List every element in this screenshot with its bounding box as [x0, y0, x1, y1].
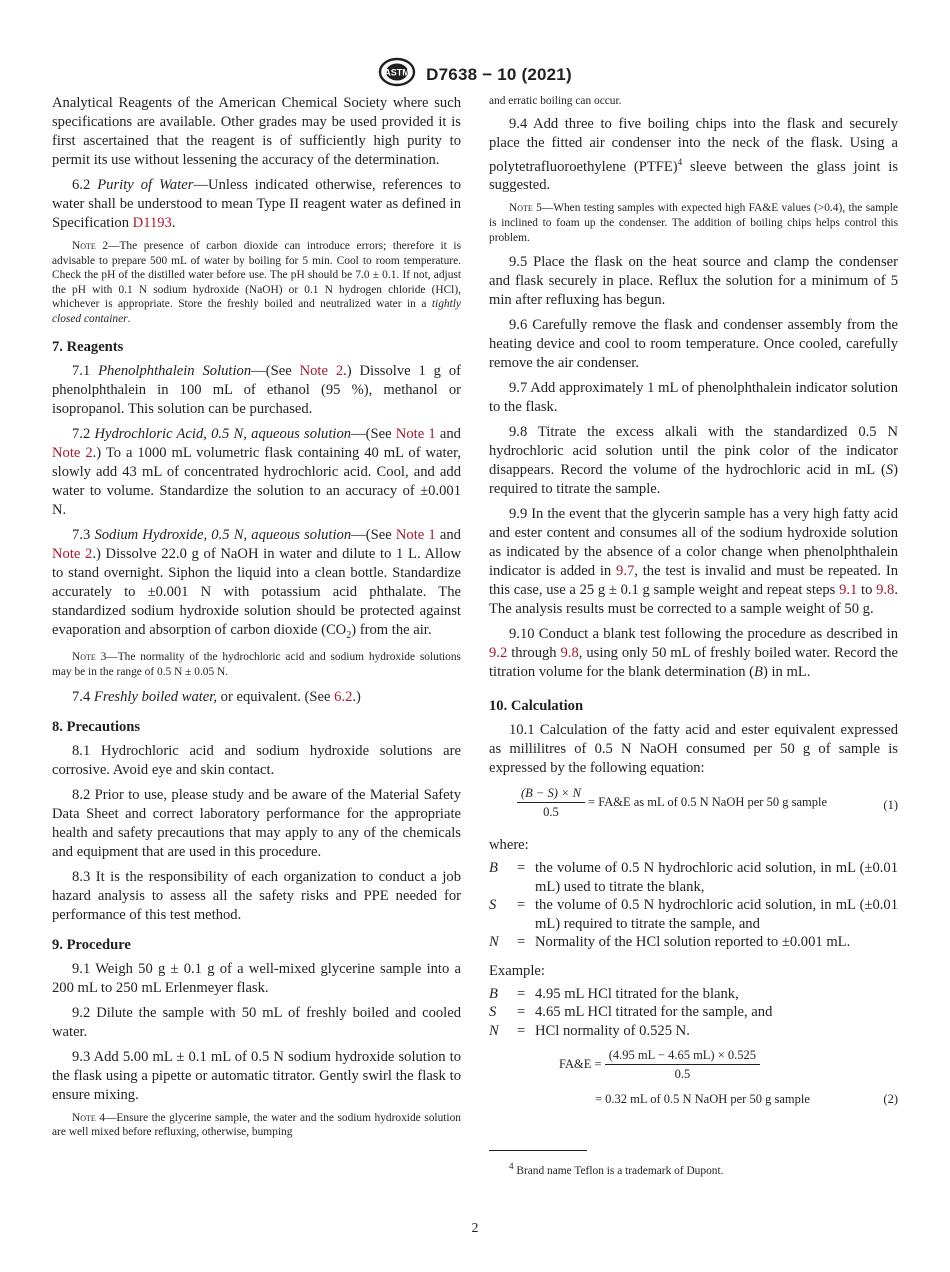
svg-text:ASTM: ASTM — [384, 67, 410, 78]
definition-symbol: S — [489, 1004, 497, 1021]
definition-symbol: B — [489, 985, 498, 1002]
equation-1: $\frac{(B - S) \times N}{0.5}$ = FA&E as mL of 0.5 N NaOH per 50 g sample (1) — [489, 784, 898, 828]
section-7-1: 7.1 Phenolphthalein Solution—(See Note 2.) Dissolve 1 g of phenolphthalein in 100 mL of ethanol (95 %), methanol or isopropanol. This solution can be purchased. — [52, 362, 461, 417]
section-9-6: 9.6 Carefully remove the flask and condenser assembly from the heating device and cool to room temperature. Once cooled, carefully remove the air condenser. — [489, 317, 898, 372]
definition-equals: = — [517, 985, 526, 1002]
link-9-2[interactable]: 9.2 — [489, 645, 508, 662]
section-9-3: 9.3 Add 5.00 mL ± 0.1 mL of 0.5 N sodium hydroxide solution to the flask using a pipette or automatic titrator. Gently swirl the flask to ensure mixing. — [52, 1048, 461, 1103]
document-designation: D7638 − 10 (2021) — [426, 64, 572, 84]
link-9-8[interactable]: 9.8 — [876, 582, 895, 599]
definition-row — [489, 933, 898, 952]
footnote-4: $^4$ Brand name Teflon is a trademark of Dupont. — [509, 1161, 724, 1178]
footnote-ref[interactable]: 4 — [677, 156, 683, 167]
heading-precautions: 8. Precautions — [52, 718, 141, 735]
definition-row — [489, 859, 898, 896]
section-9-10: 9.10 Conduct a blank test following the procedure as described in 9.2 through 9.8, using only 50 mL of freshly boiled water. Record the titration volume for the blank determination (B) in mL. — [489, 626, 898, 681]
heading-procedure: 9. Procedure — [52, 936, 131, 953]
note-2: Note 2—The presence of carbon dioxide can introduce errors; therefore it is advisable to prepare 500 mL of water by boiling for 5 min. Cool to room temperature. Check the pH of the distilled water before use. The pH should be 7.0 ± 0.1. If not, adjust the pH with 0.1 N sodium hydroxide (NaOH) or 0.1 N hydrogen chloride (HCl), whichever is appropriate. Store the freshly boiled and neutralized water in a tightly closed container. — [52, 240, 462, 325]
note-4: Note 4—Ensure the glycerine sample, the water and the sodium hydroxide solution are well mixed before refluxing, otherwise, bumping — [52, 1111, 461, 1139]
link-note-2[interactable]: Note 2 — [52, 545, 93, 562]
definition-equals: = — [517, 934, 526, 951]
example-definitions — [489, 985, 898, 1041]
link-note-1[interactable]: Note 1 — [395, 526, 436, 543]
definition-row — [489, 1003, 898, 1022]
section-9-4: 9.4 Add three to five boiling chips into the flask and securely place the fitted air condenser into the neck of the flask. Using a polytetrafluoroethylene (PTFE)$^4$ sleeve between the glass joint is suggested. — [489, 115, 899, 194]
section-9-8: 9.8 Titrate the excess alkali with the standardized 0.5 N hydrochloric acid solution until the pink color of the indicator disappears. Record the volume of the hydrochloric acid in mL (S) required to titrate the sample. — [489, 424, 898, 498]
definition-text: the volume of 0.5 N hydrochloric acid solution, in mL (±0.01 mL) used to titrate the blank, — [535, 860, 898, 895]
definition-row — [489, 985, 898, 1004]
definition-symbol: N — [489, 1022, 499, 1039]
definition-equals: = — [517, 860, 526, 877]
definition-equals: = — [517, 1004, 526, 1021]
heading-reagents: 7. Reagents — [52, 338, 124, 355]
equation-2: FA&E = $\frac{(4.95 mL - 4.65 mL) \times 0.525}{0.5}$ = 0.32 mL of 0.5 N NaOH per 50 g sample (2) — [559, 1048, 898, 1107]
definition-text: 4.95 mL HCl titrated for the blank, — [535, 985, 739, 1002]
link-9-1[interactable]: 9.1 — [839, 582, 858, 599]
section-9-2: 9.2 Dilute the sample with 50 mL of freshly boiled and cooled water. — [52, 1004, 461, 1040]
section-10-1: 10.1 Calculation of the fatty acid and ester equivalent expressed as millilitres of 0.5 N NaOH consumed per 50 g of sample is expressed by the following equation: — [489, 722, 898, 777]
page-header — [0, 57, 950, 92]
link-note-2[interactable]: Note 2 — [52, 444, 93, 461]
definition-text: the volume of 0.5 N hydrochloric acid solution, in mL (±0.01 mL) required to titrate the sample, and — [535, 897, 898, 932]
section-8-1: 8.1 Hydrochloric acid and sodium hydroxide solutions are corrosive. Avoid eye and skin contact. — [52, 742, 461, 778]
section-8-2: 8.2 Prior to use, please study and be aware of the Material Safety Data Sheet and correct laboratory performance for the appropriate health and safety precautions that may apply to any of the chemicals and equipment that are used in this procedure. — [52, 786, 461, 860]
link-d1193[interactable]: D1193 — [132, 215, 172, 231]
link-9-8[interactable]: 9.8 — [560, 645, 579, 662]
note-5: Note 5—When testing samples with expected high FA&E values (>0.4), the sample is inclined to foam up the condenser. The addition of boiling chips helps control this problem. — [489, 202, 898, 244]
definition-row — [489, 896, 898, 933]
definition-symbol: S — [489, 897, 497, 914]
section-9-1: 9.1 Weigh 50 g ± 0.1 g of a well-mixed glycerine sample into a 200 mL to 250 mL Erlenmeyer flask. — [52, 960, 461, 996]
section-8-3: 8.3 It is the responsibility of each organization to conduct a job hazard analysis to assess all the safety risks and PPE needed for performance of this test method. — [52, 868, 461, 923]
heading-calculation: 10. Calculation — [489, 698, 584, 715]
definition-text: 4.65 mL HCl titrated for the sample, and — [535, 1004, 773, 1021]
variable-definitions — [489, 859, 898, 952]
definition-symbol: B — [489, 860, 498, 877]
link-9-7[interactable]: 9.7 — [616, 563, 635, 580]
page-number: 2 — [471, 1220, 479, 1235]
note-3: Note 3—The normality of the hydrochloric acid and sodium hydroxide solutions may be in the range of 0.5 N ± 0.05 N. — [52, 651, 461, 679]
definition-text: HCl normality of 0.525 N. — [535, 1022, 690, 1039]
link-note-1[interactable]: Note 1 — [395, 425, 436, 442]
definition-text: Normality of the HCl solution reported to ±0.001 mL. — [535, 934, 851, 951]
section-7-3: 7.3 Sodium Hydroxide, 0.5 N, aqueous solution—(See Note 1 and Note 2.) Dissolve 22.0 g of NaOH in water and dilute to 1 L. Allow to stand overnight. Siphon the liquid into a clean bottle. Standardize accurately to ±0.001 N with potassium acid phthalate. The standardized sodium hydroxide solution should be protected against evaporation and absorption of carbon dioxide $(CO_2)$ from the air. — [52, 526, 461, 641]
link-note-2[interactable]: Note 2 — [299, 362, 344, 379]
example-label: Example: — [489, 962, 545, 979]
section-9-7: 9.7 Add approximately 1 mL of phenolphthalein indicator solution to the flask. — [489, 380, 898, 416]
where-label: where: — [489, 837, 529, 854]
note-4-continued: and erratic boiling can occur. — [489, 95, 622, 107]
footnote-divider — [489, 1150, 587, 1151]
section-6-2: 6.2 Purity of Water—Unless indicated otherwise, references to water shall be understood to mean Type II reagent water as defined in Specification D1193. — [52, 177, 461, 231]
link-6-2[interactable]: 6.2 — [334, 688, 353, 705]
section-7-2: 7.2 Hydrochloric Acid, 0.5 N, aqueous solution—(See Note 1 and Note 2.) To a 1000 mL volumetric flask containing 40 mL of water, slowly add 43 mL of concentrated hydrochloric acid. Cool, and add water to volume. Standardize the solution to an accuracy of ±0.001 N. — [52, 425, 461, 518]
definition-row — [489, 1022, 898, 1041]
definition-equals: = — [517, 1022, 526, 1039]
left-column — [52, 94, 461, 1148]
section-7-4: 7.4 Freshly boiled water, or equivalent. (See 6.2.) — [72, 688, 361, 705]
definition-symbol: N — [489, 934, 499, 951]
astm-logo-icon — [378, 57, 416, 92]
section-9-5: 9.5 Place the flask on the heat source and clamp the condenser and flask securely in place. Reflux the solution for a minimum of 5 min after refluxing has begun. — [489, 254, 898, 309]
right-column — [489, 94, 898, 1178]
intro-paragraph: Analytical Reagents of the American Chemical Society where such specifications are available. Other grades may be used provided it is first ascertained that the reagent is of sufficiently high purity to permit its use without lessening the accuracy of the determination. — [52, 95, 461, 168]
section-9-9: 9.9 In the event that the glycerin sample has a very high fatty acid and ester content and consumes all of the sodium hydroxide solution as indicated by the absence of a color change when phenolphthalein indicator is added in 9.7, the test is invalid and must be repeated. In this case, use a 25 g ± 0.1 g sample weight and repeat steps 9.1 to 9.8. The analysis results must be corrected to a sample weight of 50 g. — [489, 506, 899, 618]
definition-equals: = — [517, 897, 526, 914]
